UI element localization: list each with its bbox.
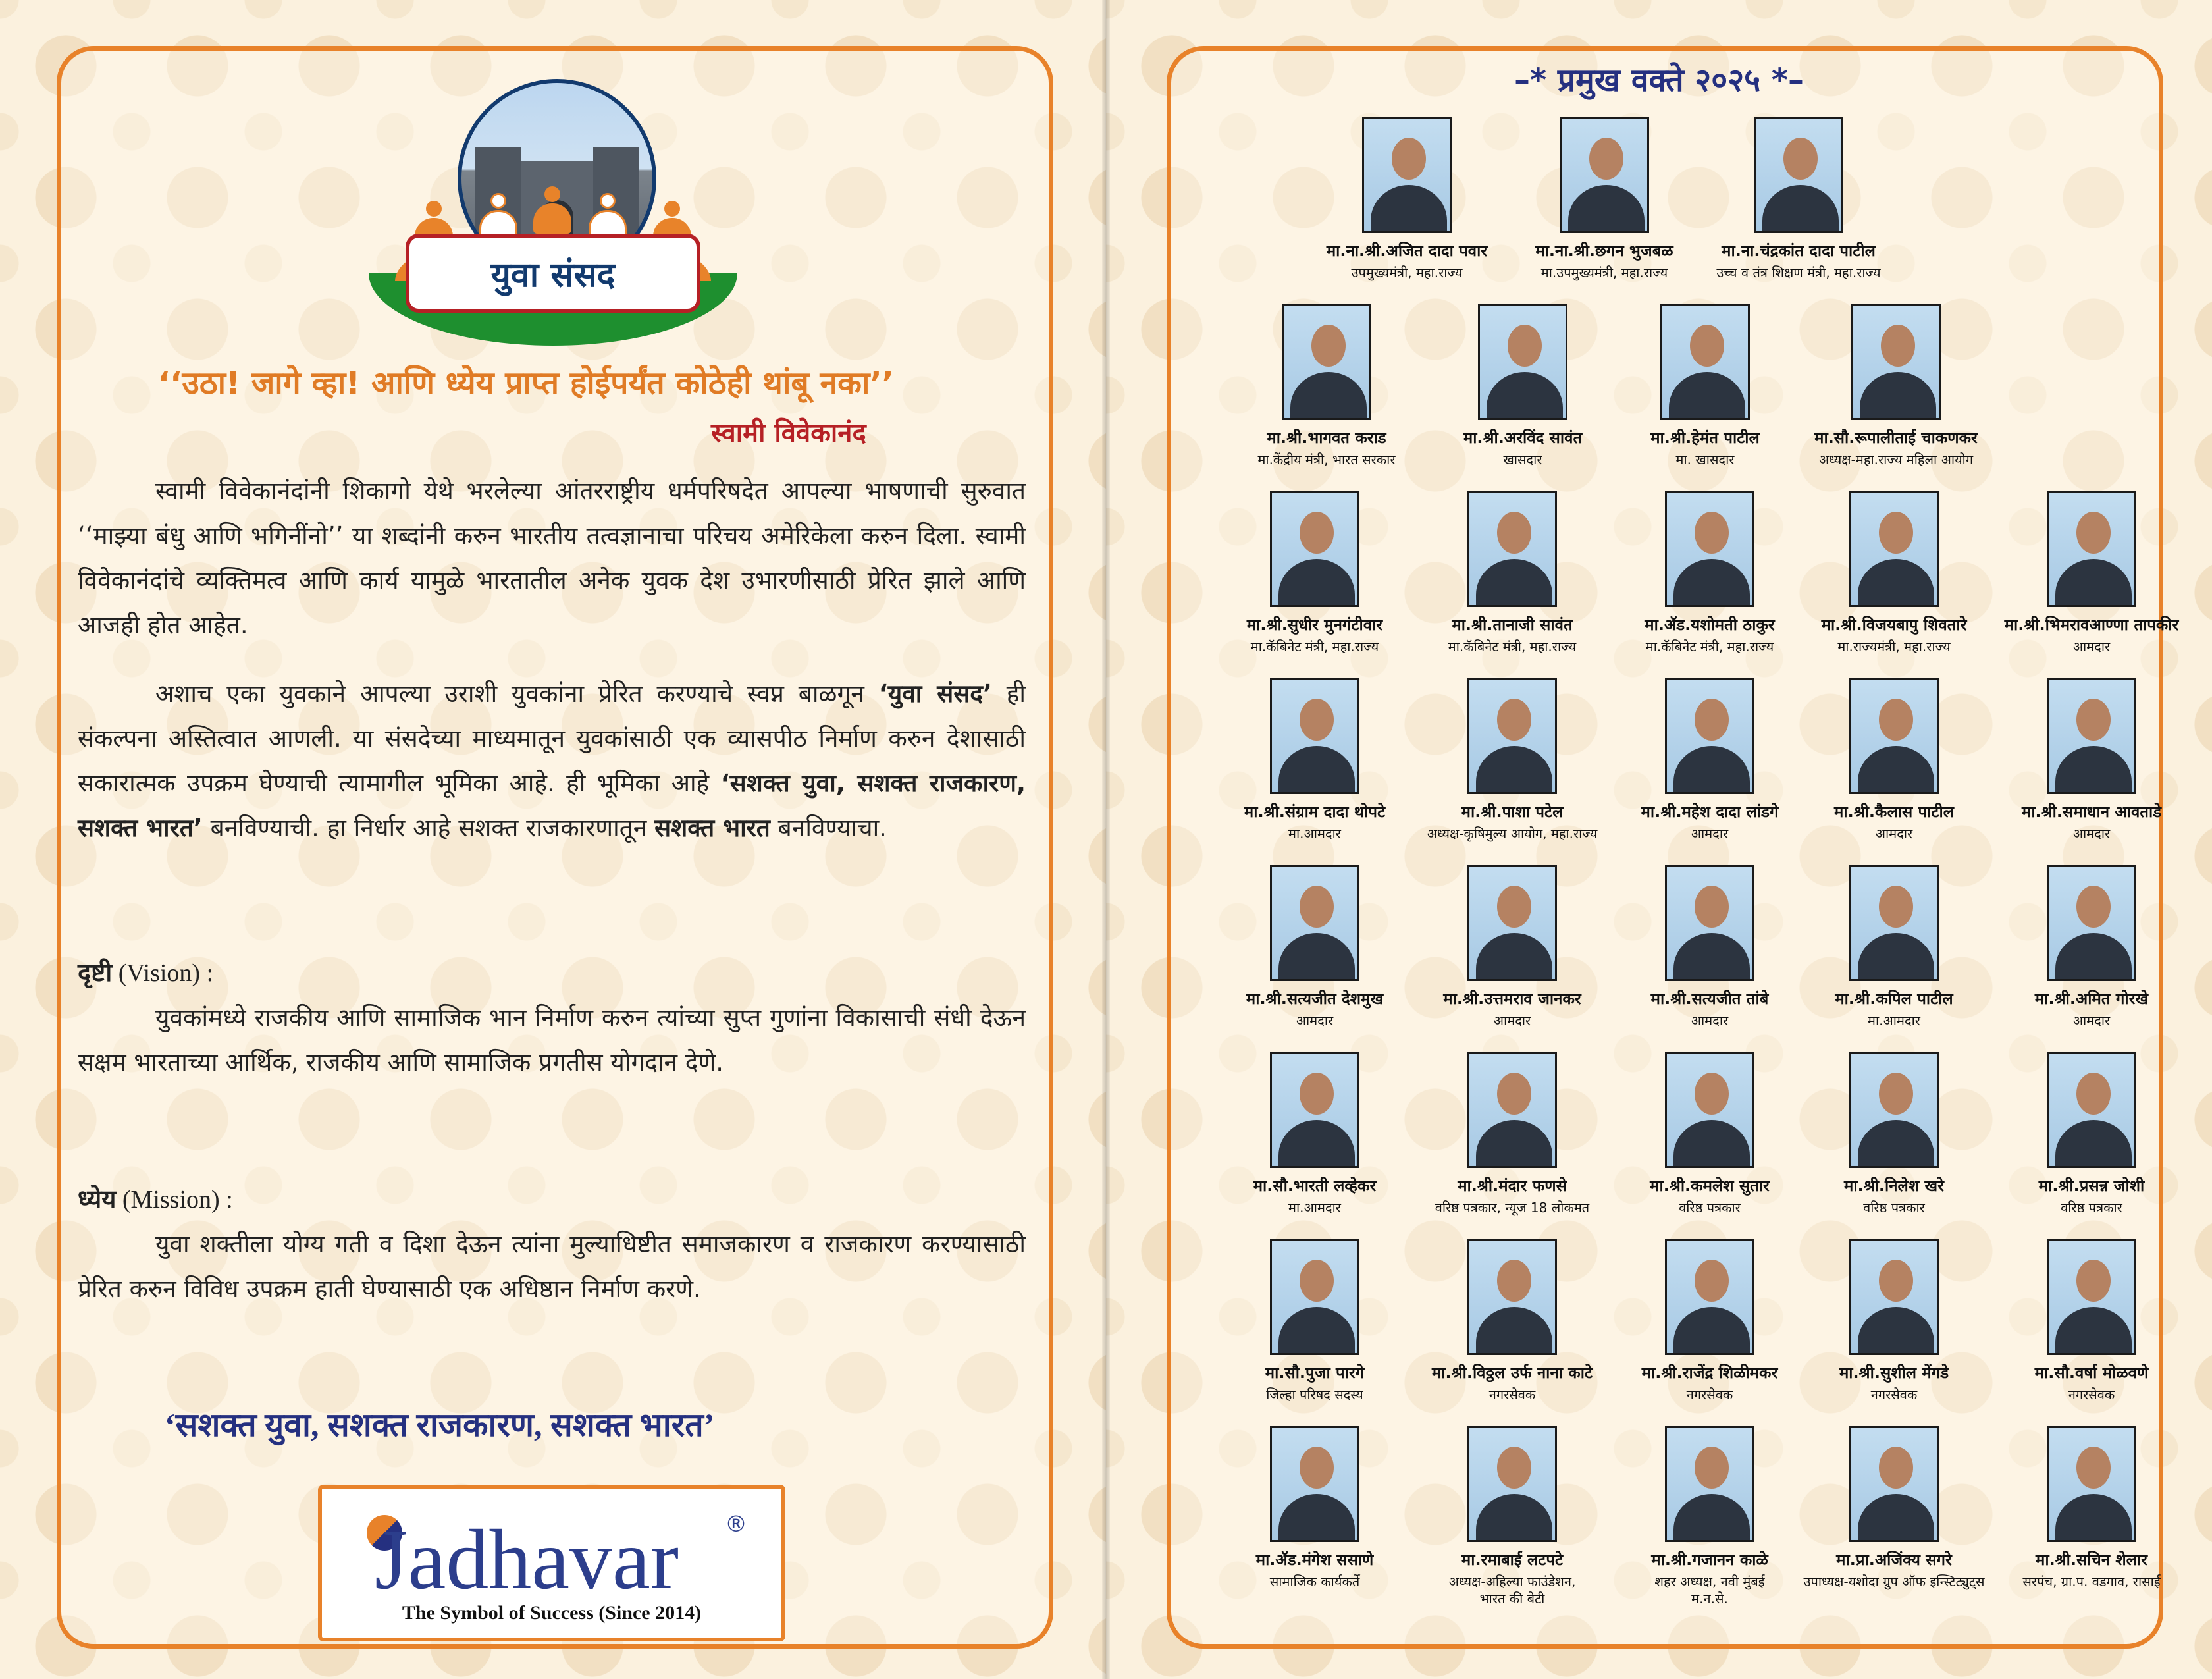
speaker-designation: मा.राज्यमंत्री, महा.राज्य	[1837, 639, 1951, 654]
speaker-photo	[1849, 1052, 1939, 1168]
speaker-photo	[2047, 1052, 2136, 1168]
speaker-name: मा.ना.चंद्रकांत दादा पाटील	[1722, 242, 1876, 260]
speakers-title: –* प्रमुख वक्ते २०२५ *–	[1514, 62, 1804, 99]
page-fold	[1102, 0, 1110, 1679]
speaker-designation: मा.कॅबिनेट मंत्री, महा.राज्य	[1448, 639, 1577, 654]
vivekananda-quote: ‘‘उठा! जागे व्हा! आणि ध्येय प्राप्त होईपर्यंत कोठेही थांबू नका’’	[158, 365, 894, 402]
speaker-card	[1795, 1239, 1993, 1403]
speaker-card	[1413, 865, 1611, 1029]
speaker-designation: आमदार	[1493, 1013, 1531, 1028]
brand-name: Jadhavar	[375, 1512, 679, 1607]
speaker-photo	[1665, 1426, 1754, 1542]
speaker-photo	[1282, 304, 1371, 420]
speaker-name: मा.श्री.भिमरावआण्णा तापकीर	[2004, 616, 2179, 634]
speaker-name: मा.सौ.वर्षा मोळवणे	[2034, 1364, 2149, 1382]
speaker-name: मा.श्री.सचिन शेलार	[2036, 1551, 2147, 1569]
speaker-designation: उपमुख्यमंत्री, महा.राज्य	[1351, 265, 1463, 280]
speaker-card	[1413, 678, 1611, 842]
right-page	[1106, 0, 2212, 1679]
speaker-designation: मा.आमदार	[1288, 826, 1341, 841]
speaker-designation: मा.आमदार	[1868, 1013, 1920, 1028]
speaker-name: मा.ॲड.मंगेश ससाणे	[1255, 1551, 1374, 1569]
speaker-photo	[1270, 491, 1359, 607]
speaker-name: मा.श्री.महेश दादा लांडगे	[1641, 803, 1779, 821]
speaker-designation: नगरसेवक	[2068, 1387, 2115, 1402]
speaker-card	[1795, 865, 1993, 1029]
speaker-designation: आमदार	[1296, 1013, 1334, 1028]
speaker-card	[1413, 1239, 1611, 1403]
speaker-photo	[1665, 1239, 1754, 1355]
speaker-designation-line2: भारत की बेटी	[1479, 1591, 1545, 1607]
slogan: ‘सशक्त युवा, सशक्त राजकारण, सशक्त भारत’	[165, 1406, 715, 1443]
speaker-card	[1795, 1426, 1993, 1590]
speaker-card	[1993, 865, 2190, 1029]
speaker-designation: उच्च व तंत्र शिक्षण मंत्री, महा.राज्य	[1716, 265, 1881, 280]
speaker-card	[1795, 678, 1993, 842]
speaker-name: मा.प्रा.अजिंक्य सगरे	[1836, 1551, 1952, 1569]
speaker-photo	[1270, 678, 1359, 794]
speaker-name: मा.श्री.सुशील मेंगडे	[1839, 1364, 1949, 1382]
speaker-name: मा.श्री.निलेश खरे	[1844, 1177, 1944, 1195]
brand-tagline: The Symbol of Success (Since 2014)	[402, 1602, 702, 1624]
figure-icon	[533, 186, 571, 234]
speaker-name: मा.श्री.कमलेश सुतार	[1650, 1177, 1770, 1195]
speaker-name: मा.श्री.पाशा पटेल	[1461, 803, 1564, 821]
speaker-designation: नगरसेवक	[1488, 1387, 1536, 1402]
speaker-name: मा.सौ.रूपालीताई चाकणकर	[1814, 429, 1978, 447]
speaker-name: मा.ना.श्री.अजित दादा पवार	[1326, 242, 1488, 260]
speaker-card	[1993, 491, 2190, 655]
speaker-card	[1216, 1052, 1413, 1216]
quote-author: स्वामी विवेकानंद	[711, 418, 866, 448]
speaker-card	[1216, 865, 1413, 1029]
speaker-name: मा.श्री.समाधान आवताडे	[2021, 803, 2162, 821]
speaker-card	[1993, 678, 2190, 842]
speaker-photo	[1754, 117, 1843, 233]
speaker-name: मा.श्री.विठ्ठल उर्फ नाना काटे	[1431, 1364, 1593, 1382]
speaker-photo	[1849, 678, 1939, 794]
speaker-photo	[1270, 1052, 1359, 1168]
speaker-designation: मा. खासदार	[1675, 452, 1735, 467]
speaker-photo	[1849, 865, 1939, 981]
speaker-designation: वरिष्ठ पत्रकार	[1863, 1200, 1925, 1215]
yuva-sansad-logo	[369, 76, 737, 352]
speaker-photo	[2047, 491, 2136, 607]
speaker-photo	[1270, 1426, 1359, 1542]
speaker-card	[1611, 1239, 1808, 1403]
speaker-name: मा.सौ.भारती लव्हेकर	[1253, 1177, 1377, 1195]
speaker-photo	[1560, 117, 1649, 233]
speaker-photo	[1660, 304, 1750, 420]
speaker-photo	[1467, 678, 1557, 794]
speaker-name: मा.श्री.तानाजी सावंत	[1452, 616, 1573, 634]
speaker-photo	[1478, 304, 1567, 420]
speaker-name: मा.श्री.मंदार फणसे	[1458, 1177, 1567, 1195]
speaker-photo	[1849, 1239, 1939, 1355]
speaker-photo	[1270, 1239, 1359, 1355]
speaker-designation: अध्यक्ष-अहिल्या फाउंडेशन,	[1448, 1574, 1576, 1589]
speaker-designation: मा.केंद्रीय मंत्री, भारत सरकार	[1257, 452, 1396, 467]
speaker-name: मा.श्री.उत्तमराव जानकर	[1443, 990, 1581, 1008]
speaker-card	[1993, 1052, 2190, 1216]
speaker-photo	[1467, 865, 1557, 981]
right-page-frame	[1167, 46, 2163, 1649]
speaker-designation: मा.कॅबिनेट मंत्री, महा.राज्य	[1645, 639, 1774, 654]
speaker-designation: सरपंच, ग्रा.प. वडगाव, रासाई	[2022, 1574, 2161, 1589]
speaker-name: मा.श्री.सत्यजीत देशमुख	[1246, 990, 1384, 1008]
speaker-designation: सामाजिक कार्यकर्ते	[1269, 1574, 1360, 1589]
speaker-card	[1993, 1426, 2190, 1590]
speaker-designation: उपाध्यक्ष-यशोदा ग्रुप ऑफ इन्स्टिट्युट्स	[1803, 1574, 1985, 1589]
speaker-photo	[1362, 117, 1452, 233]
speaker-photo	[1849, 491, 1939, 607]
speaker-designation: अध्यक्ष-महा.राज्य महिला आयोग	[1818, 452, 1974, 467]
speaker-photo	[2047, 678, 2136, 794]
speaker-photo	[1665, 1052, 1754, 1168]
logo-title: युवा संसद	[490, 255, 616, 295]
speaker-designation: मा.कॅबिनेट मंत्री, महा.राज्य	[1250, 639, 1379, 654]
logo-banner	[406, 234, 700, 313]
speaker-photo	[1270, 865, 1359, 981]
speaker-card	[1795, 491, 1993, 655]
speaker-card	[1216, 491, 1413, 655]
speaker-designation: वरिष्ठ पत्रकार	[1679, 1200, 1741, 1215]
speaker-card	[1611, 678, 1808, 842]
speaker-photo	[2047, 1426, 2136, 1542]
speaker-card	[1611, 865, 1808, 1029]
speaker-photo	[1467, 1052, 1557, 1168]
speaker-designation: नगरसेवक	[1686, 1387, 1733, 1402]
speaker-card	[1611, 1052, 1808, 1216]
speaker-name: मा.रमाबाई लटपटे	[1461, 1551, 1564, 1569]
speaker-name: मा.श्री.कपिल पाटील	[1835, 990, 1953, 1008]
speaker-photo	[1467, 491, 1557, 607]
speaker-photo	[2047, 1239, 2136, 1355]
speaker-photo	[1665, 865, 1754, 981]
speaker-card	[1611, 1426, 1808, 1607]
speaker-name: मा.श्री.गजानन काळे	[1651, 1551, 1768, 1569]
speaker-card	[1606, 304, 1804, 468]
speaker-card	[1611, 491, 1808, 655]
speaker-name: मा.श्री.कैलास पाटील	[1834, 803, 1954, 821]
speaker-name: मा.सौ.पुजा पारगे	[1265, 1364, 1365, 1382]
speaker-designation: वरिष्ठ पत्रकार, न्यूज 18 लोकमत	[1435, 1200, 1590, 1215]
speaker-photo	[1665, 491, 1754, 607]
speaker-photo	[2047, 865, 2136, 981]
speaker-card	[1228, 304, 1425, 468]
speaker-name: मा.ना.श्री.छगन भुजबळ	[1535, 242, 1673, 260]
speaker-designation: आमदार	[1691, 1013, 1729, 1028]
speaker-photo	[1851, 304, 1941, 420]
speaker-card	[1424, 304, 1621, 468]
speaker-designation: आमदार	[1691, 826, 1729, 841]
speaker-card	[1795, 1052, 1993, 1216]
speaker-card	[1308, 117, 1506, 281]
concept-paragraph: अशाच एका युवकाने आपल्या उराशी युवकांना प्रेरित करण्याचे स्वप्न बाळगून ‘युवा संसद’ ही संकल्पना अस्तित्वात आणली. या संसदेच्या माध्यमातून युवकांसाठी एक व्यासपीठ निर्माण करुन देशासाठी सकारात्मक उपक्रम घेण्याची त्यामागील भूमिका आहे. ही भूमिका आहे ‘सशक्त युवा, सशक्त राजकारण, सशक्त भारत’ बनविण्याची. हा निर्धार आहे सशक्त राजकारणातून सशक्त भारत बनविण्याचा.	[78, 680, 1026, 842]
speaker-name: मा.श्री.विजयबापु शिवतारे	[1821, 616, 1967, 634]
vision-text: युवकांमध्ये राजकीय आणि सामाजिक भान निर्माण करुन त्यांच्या सुप्त गुणांना विकासाची संधी देऊन सक्षम भारताच्या आर्थिक, राजकीय आणि सामाजिक प्रगतीस योगदान देणे.	[78, 1003, 1026, 1077]
speaker-name: मा.श्री.हेमंत पाटील	[1650, 429, 1760, 447]
speaker-photo	[1849, 1426, 1939, 1542]
speaker-designation: जिल्हा परिषद सदस्य	[1266, 1387, 1363, 1402]
speaker-designation: अध्यक्ष-कृषिमुल्य आयोग, महा.राज्य	[1427, 826, 1598, 841]
speaker-card	[1993, 1239, 2190, 1403]
speaker-designation: शहर अध्यक्ष, नवी मुंबई	[1654, 1574, 1765, 1589]
speaker-card	[1700, 117, 1897, 281]
speaker-designation: आमदार	[1875, 826, 1913, 841]
mission-text: युवा शक्तीला योग्य गती व दिशा देऊन त्यांना मुल्याधिष्टीत समाजकारण व राजकारण करण्यासाठी प्रेरित करुन विविध उपक्रम हाती घेण्यासाठी एक अधिष्ठान निर्माण करणे.	[78, 1230, 1026, 1303]
speaker-name: मा.श्री.अमित गोरखे	[2034, 990, 2149, 1008]
intro-paragraph: स्वामी विवेकानंदांनी शिकागो येथे भरलेल्या आंतरराष्ट्रीय धर्मपरिषदेत आपल्या भाषणाची सुरुवात ‘‘माझ्या बंधु आणि भगिनींनो’’ या शब्दांनी करुन भारतीय तत्वज्ञानाचा परिचय अमेरिकेला करुन दिला. स्वामी विवेकानंदांचे व्यक्तिमत्व आणि कार्य यामुळे भारतातील अनेक युवक देश उभारणीसाठी प्रेरित झाले आणि आजही होत आहेत.	[78, 477, 1026, 639]
speaker-designation: खासदार	[1503, 452, 1542, 467]
speaker-card	[1413, 1052, 1611, 1216]
speaker-card	[1216, 678, 1413, 842]
speaker-designation: नगरसेवक	[1870, 1387, 1918, 1402]
speaker-card	[1797, 304, 1995, 468]
speaker-name: मा.श्री.भागवत कराड	[1267, 429, 1386, 447]
speaker-card	[1506, 117, 1703, 281]
speaker-photo	[1467, 1426, 1557, 1542]
speaker-card	[1216, 1426, 1413, 1590]
speaker-name: मा.श्री.सत्यजीत तांबे	[1650, 990, 1769, 1008]
speaker-name: मा.श्री.अरविंद सावंत	[1463, 429, 1583, 447]
speaker-designation: आमदार	[2072, 639, 2111, 654]
speaker-designation: आमदार	[2072, 1013, 2111, 1028]
speaker-card	[1413, 491, 1611, 655]
speaker-designation: मा.आमदार	[1288, 1200, 1341, 1215]
speaker-card	[1216, 1239, 1413, 1403]
speaker-name: मा.श्री.राजेंद्र शिळीमकर	[1641, 1364, 1778, 1382]
vision-heading: दृष्टी (Vision) :	[78, 958, 214, 987]
speaker-photo	[1467, 1239, 1557, 1355]
speaker-name: मा.ॲड.यशोमती ठाकुर	[1645, 616, 1775, 634]
jadhavar-logo	[318, 1485, 785, 1641]
mission-heading: ध्येय (Mission) :	[78, 1185, 233, 1213]
speaker-name: मा.श्री.सुधीर मुनगंटीवार	[1246, 616, 1383, 634]
speaker-designation: वरिष्ठ पत्रकार	[2061, 1200, 2122, 1215]
speaker-name: मा.श्री.संग्राम दादा थोपटे	[1244, 803, 1386, 821]
speaker-designation: मा.उपमुख्यमंत्री, महा.राज्य	[1540, 265, 1668, 280]
speaker-photo	[1665, 678, 1754, 794]
speaker-designation-line2: म.न.से.	[1691, 1591, 1728, 1607]
registered-mark: ®	[725, 1511, 747, 1537]
speaker-name: मा.श्री.प्रसन्न जोशी	[2038, 1177, 2145, 1195]
speaker-designation: आमदार	[2072, 826, 2111, 841]
speaker-card	[1413, 1426, 1611, 1607]
